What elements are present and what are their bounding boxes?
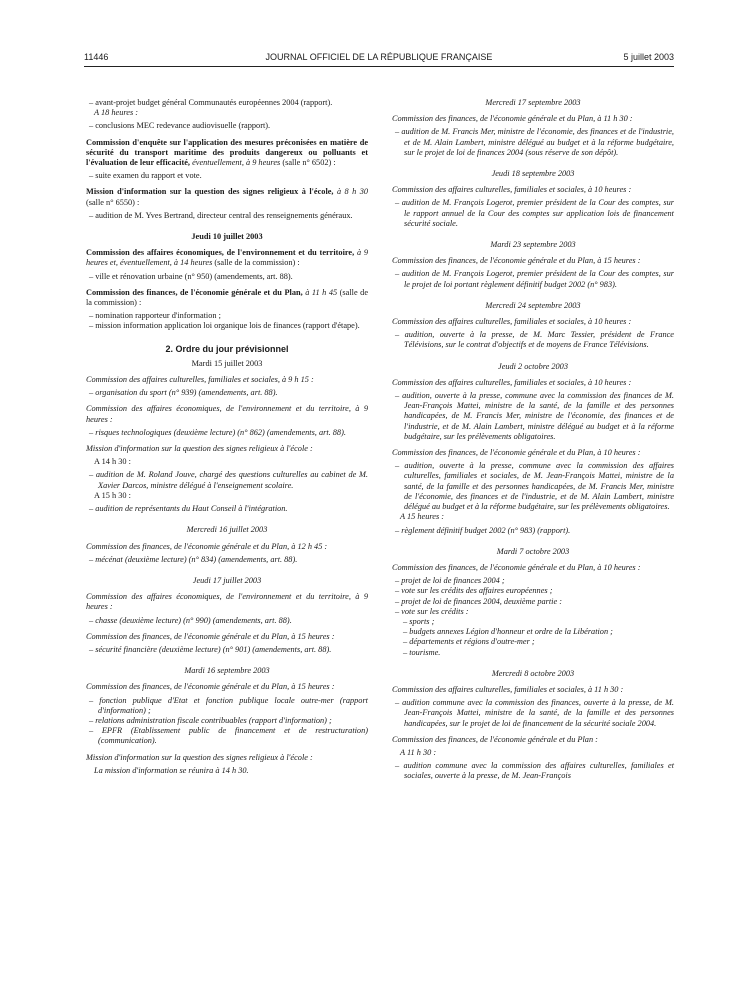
list-item: – chasse (deuxième lecture) (n° 990) (amendements, art. 88). (89, 615, 292, 625)
entry-title: Commission des affaires économiques, de l'environnement et du territoire, à 9 heures : (86, 404, 368, 424)
day-heading: Mardi 7 octobre 2003 (496, 546, 570, 556)
day-heading: Jeudi 10 juillet 2003 (191, 232, 263, 242)
issue-date: 5 juillet 2003 (623, 52, 674, 62)
entry-title: Commission des finances, de l'économie générale et du Plan, à 11 h 30 : (392, 114, 633, 124)
entry (86, 288, 368, 308)
list-item: – audition, ouverte à la presse, commune avec la commission des affaires culturelles, familiales et sociales, de M. Jean-François Mattei, ministre de la santé, de la famille et des personnes handicapées, de M. Francis Mer, ministre de l'économie, des finances et de l'industrie, et de M. Alain Lambert, ministre délégué au budget et à la réforme budgétaire, sur les prélèvements obligatoires. (395, 461, 674, 512)
entry-room: (salle de la commission) : (86, 287, 369, 308)
list-item: – sécurité financière (deuxième lecture) (n° 901) (amendements, art. 88). (89, 644, 332, 654)
list-item: – conclusions MEC redevance audiovisuelle (rapport). (89, 121, 271, 131)
entry-title: Commission des affaires économiques, de l'environnement et du territoire, (86, 248, 355, 258)
day-heading: Mercredi 8 octobre 2003 (491, 668, 575, 678)
list-item: – relations administration fiscale contribuables (rapport d'information) ; (89, 715, 332, 725)
entry-title: Mission d'information sur la question des signes religieux à l'école, (86, 187, 334, 197)
entry-time: à 8 h 30 (336, 187, 369, 197)
time-line: A 15 h 30 : (94, 490, 131, 500)
sub-list-item: – départements et régions d'outre-mer ; (403, 637, 535, 647)
day-heading: Mardi 23 septembre 2003 (490, 240, 576, 250)
page-header (84, 52, 674, 66)
day-heading: Mardi 15 juillet 2003 (191, 358, 263, 368)
list-item: – audition de M. François Logerot, premier président de la Cour des comptes, sur le rapport annuel de la Cour des comptes sur application lois de financement sécurité sociale. (395, 198, 674, 228)
list-item: – audition commune avec la commission des affaires culturelles, familiales et sociales, ouverte à la presse, de M. Jean-François (395, 761, 674, 781)
list-item: – organisation du sport (n° 939) (amendements, art. 88). (89, 388, 278, 398)
entry-title: Mission d'information sur la question des signes religieux à l'école : (86, 752, 313, 762)
entry (86, 138, 368, 169)
sub-list-item: – budgets annexes Légion d'honneur et ordre de la Libération ; (403, 627, 613, 637)
list-item: – mission information application loi organique lois de finances (rapport d'étape). (89, 321, 360, 331)
list-item: – suite examen du rapport et vote. (89, 171, 202, 181)
entry-title: Commission des affaires culturelles, familiales et sociales, à 11 h 30 : (392, 684, 624, 694)
entry-title: Commission des affaires économiques, de l'environnement et du territoire, à 9 heures : (86, 592, 368, 612)
list-item: – vote sur les crédits : (395, 606, 469, 616)
entry (86, 248, 368, 268)
entry-title: Commission des finances, de l'économie générale et du Plan, (86, 287, 303, 297)
list-item: – règlement définitif budget 2002 (n° 983) (rapport). (395, 525, 571, 535)
list-item: – ville et rénovation urbaine (n° 950) (amendements, art. 88). (89, 271, 293, 281)
entry-room: (salle n° 6502) : (282, 158, 336, 168)
entry (86, 187, 368, 207)
list-item: – risques technologiques (deuxième lecture) (n° 862) (amendements, art. 88). (89, 427, 346, 437)
entry-title: Commission des affaires culturelles, familiales et sociales, à 9 h 15 : (86, 375, 314, 385)
day-heading: Mercredi 24 septembre 2003 (485, 300, 581, 310)
day-heading: Mercredi 17 septembre 2003 (485, 98, 581, 107)
entry-title: Commission des affaires culturelles, familiales et sociales, à 10 heures : (392, 185, 632, 195)
sub-list-item: – tourisme. (403, 647, 441, 657)
sub-list-item: – sports ; (403, 616, 435, 626)
entry-title: Commission d'enquête sur l'application des mesures préconisées en matière de sécurité du transport maritime des produits dangereux ou polluants et l'évaluation de leur efficacité, (86, 137, 368, 168)
day-heading: Mercredi 16 juillet 2003 (186, 525, 268, 535)
entry-title: Commission des finances, de l'économie générale et du Plan, à 15 heures : (86, 682, 335, 692)
list-item: – vote sur les crédits des affaires européennes ; (395, 586, 553, 596)
list-item: – EPFR (Etablissement public de financement et de restructuration) (communication). (89, 726, 368, 746)
entry-title: Commission des finances, de l'économie générale et du Plan, à 10 heures : (392, 448, 641, 458)
time-line: A 18 heures : (94, 108, 139, 118)
list-item: – audition commune avec la commission des finances, ouverte à la presse, de M. Jean-François Mattei, ministre de la santé, de la famille et des personnes handicapées, sur le projet de loi de financement de la sécurité sociale 2004. (395, 698, 674, 728)
list-item: – audition de M. Francis Mer, ministre de l'économie, des finances et de l'industrie, et de M. Alain Lambert, ministre délégué au budget et à la réforme budgétaire, sur le projet de loi de finances 2004 (sous réserve de son dépôt). (395, 127, 674, 157)
day-heading: Jeudi 17 juillet 2003 (192, 575, 262, 585)
time-line: A 15 heures : (400, 512, 445, 522)
list-item: – audition de représentants du Haut Conseil à l'intégration. (89, 504, 288, 514)
day-heading: Jeudi 2 octobre 2003 (498, 361, 568, 371)
day-heading: Mardi 16 septembre 2003 (184, 666, 270, 676)
section-title: 2. Ordre du jour prévisionnel (165, 343, 289, 354)
list-item: – audition de M. François Logerot, premier président de la Cour des comptes, sur le projet de loi portant règlement définitif budget 2002 (n° 983). (395, 269, 674, 289)
entry-title: Commission des affaires culturelles, familiales et sociales, à 10 heures : (392, 377, 632, 387)
list-item: – audition de M. Roland Jouve, chargé des questions culturelles au cabinet de M. Xavier Darcos, ministre délégué à l'enseignement scolaire. (89, 470, 368, 490)
entry-title: Commission des finances, de l'économie générale et du Plan, à 15 heures : (392, 256, 641, 266)
entry-note: La mission d'information se réunira à 14 h 30. (94, 765, 249, 775)
list-item: – audition, ouverte à la presse, commune avec la commission des finances de M. Jean-François Mattei, ministre de la santé, de la famille et des personnes handicapées, de M. Francis Mer, ministre de l'économie, des finances et de l'industrie, et de M. Alain Lambert, ministre délégué au budget et à la réforme budgétaire, sur les prélèvements obligatoires. (395, 391, 674, 441)
entry-title: Mission d'information sur la question des signes religieux à l'école : (86, 444, 313, 454)
entry-title: Commission des finances, de l'économie générale et du Plan, à 10 heures : (392, 562, 641, 572)
list-item: – nomination rapporteur d'information ; (89, 311, 221, 321)
list-item: – audition, ouverte à la presse, de M. Marc Tessier, président de France Télévisions, sur le contrat d'objectifs et de moyens de France Télévisions. (395, 330, 674, 350)
entry-time: éventuellement, à 9 heures (192, 158, 281, 168)
right-column (392, 98, 674, 782)
list-item: – projet de loi de finances 2004 ; (395, 576, 505, 586)
left-column (86, 98, 368, 779)
time-line: A 11 h 30 : (400, 747, 437, 757)
entry-title: Commission des finances, de l'économie générale et du Plan, à 15 heures : (86, 631, 335, 641)
list-item: – fonction publique d'Etat et fonction publique locale outre-mer (rapport d'information) ; (89, 695, 368, 715)
journal-title: JOURNAL OFFICIEL DE LA RÉPUBLIQUE FRANÇAISE (265, 52, 493, 62)
list-item: – projet de loi de finances 2004, deuxième partie : (395, 596, 562, 606)
header-rule (84, 66, 674, 67)
entry-title: Commission des affaires culturelles, familiales et sociales, à 10 heures : (392, 317, 632, 327)
entry-title: Commission des finances, de l'économie générale et du Plan, à 12 h 45 : (86, 541, 328, 551)
list-item: – audition de M. Yves Bertrand, directeur central des renseignements généraux. (89, 210, 353, 220)
page-number: 11446 (84, 52, 109, 62)
entry-time: à 9 heures et, éventuellement, à 14 heures (86, 248, 368, 268)
entry-title: Commission des finances, de l'économie générale et du Plan : (392, 734, 598, 744)
list-item: – mécénat (deuxième lecture) (n° 834) (amendements, art. 88). (89, 554, 298, 564)
entry-room: (salle de la commission) : (214, 258, 300, 268)
day-heading: Jeudi 18 septembre 2003 (491, 169, 575, 179)
entry-room: (salle n° 6550) : (86, 197, 140, 207)
time-line: A 14 h 30 : (94, 457, 131, 467)
entry-time: à 11 h 45 (305, 287, 338, 297)
list-item: – avant-projet budget général Communautés européennes 2004 (rapport). (89, 98, 333, 107)
